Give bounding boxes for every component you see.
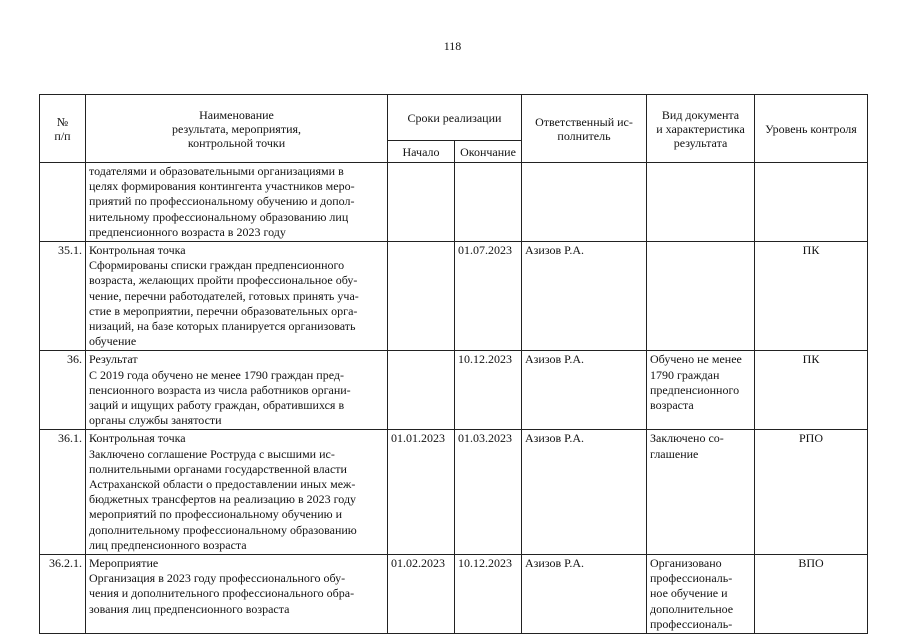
row-name: Контрольная точка Сформированы списки граждан предпенсионного возраста, желающих пройти профессиональное обу- чение, перечни работодателей, готовых принять уча- стие в мероприятии, перечни образовательных орга- низаций, на базе которых планируется организовать обучение <box>86 242 388 351</box>
table-row <box>40 163 868 242</box>
header-terms: Сроки реализации <box>388 95 522 141</box>
table-row <box>40 242 868 351</box>
row-doc-type: Заключено со- глашение <box>647 430 755 555</box>
header-num: № п/п <box>40 95 86 163</box>
row-doc-type: Организовано профессиональ- ное обучение и дополнительное профессиональ- <box>647 555 755 634</box>
row-responsible: Азизов Р.А. <box>522 351 647 430</box>
row-responsible: Азизов Р.А. <box>522 430 647 555</box>
row-name: Результат С 2019 года обучено не менее 1790 граждан пред- пенсионного возраста из числа работников органи- заций и ищущих работу граждан, обратившихся в органы службы занятости <box>86 351 388 430</box>
row-control: ПК <box>755 242 868 351</box>
row-end <box>455 163 522 242</box>
row-start: 01.02.2023 <box>388 555 455 634</box>
row-responsible <box>522 163 647 242</box>
header-doc-type: Вид документа и характеристика результата <box>647 95 755 163</box>
header-responsible: Ответственный ис- полнитель <box>522 95 647 163</box>
row-num: 35.1. <box>40 242 86 351</box>
row-start <box>388 242 455 351</box>
row-control <box>755 163 868 242</box>
header-start: Начало <box>388 141 455 163</box>
row-responsible: Азизов Р.А. <box>522 555 647 634</box>
page-number: 118 <box>443 39 462 53</box>
row-num: 36. <box>40 351 86 430</box>
row-start <box>388 351 455 430</box>
row-control: ПК <box>755 351 868 430</box>
row-start: 01.01.2023 <box>388 430 455 555</box>
row-name: Контрольная точка Заключено соглашение Роструда с высшими ис- полнительными органами государственной власти Астраханской области о предоставлении иных меж- бюджетных трансфертов на реализацию в 2023 году мероприятий по профессиональному обучению и дополнительному профессиональному образованию лиц предпенсионного возраста <box>86 430 388 555</box>
header-end: Окончание <box>455 141 522 163</box>
header-control: Уровень контроля <box>755 95 868 163</box>
row-doc-type <box>647 163 755 242</box>
row-num: 36.1. <box>40 430 86 555</box>
table-row <box>40 351 868 430</box>
row-end: 10.12.2023 <box>455 351 522 430</box>
row-end: 10.12.2023 <box>455 555 522 634</box>
row-control: РПО <box>755 430 868 555</box>
row-end: 01.03.2023 <box>455 430 522 555</box>
table-row <box>40 430 868 555</box>
row-start <box>388 163 455 242</box>
row-name: Мероприятие Организация в 2023 году профессионального обу- чения и дополнительного профессионального обра- зования лиц предпенсионного возраста <box>86 555 388 634</box>
row-control: ВПО <box>755 555 868 634</box>
results-table <box>39 94 868 634</box>
header-row <box>40 95 868 141</box>
row-doc-type <box>647 242 755 351</box>
row-num <box>40 163 86 242</box>
row-name: тодателями и образовательными организациями в целях формирования контингента участников меро- приятий по профессиональному обучению и допол- нительному профессиональному образованию лиц предпенсионного возраста в 2023 году <box>86 163 388 242</box>
row-doc-type: Обучено не менее 1790 граждан предпенсионного возраста <box>647 351 755 430</box>
row-responsible: Азизов Р.А. <box>522 242 647 351</box>
table-row <box>40 555 868 634</box>
row-num: 36.2.1. <box>40 555 86 634</box>
header-name: Наименование результата, мероприятия, контрольной точки <box>86 95 388 163</box>
row-end: 01.07.2023 <box>455 242 522 351</box>
